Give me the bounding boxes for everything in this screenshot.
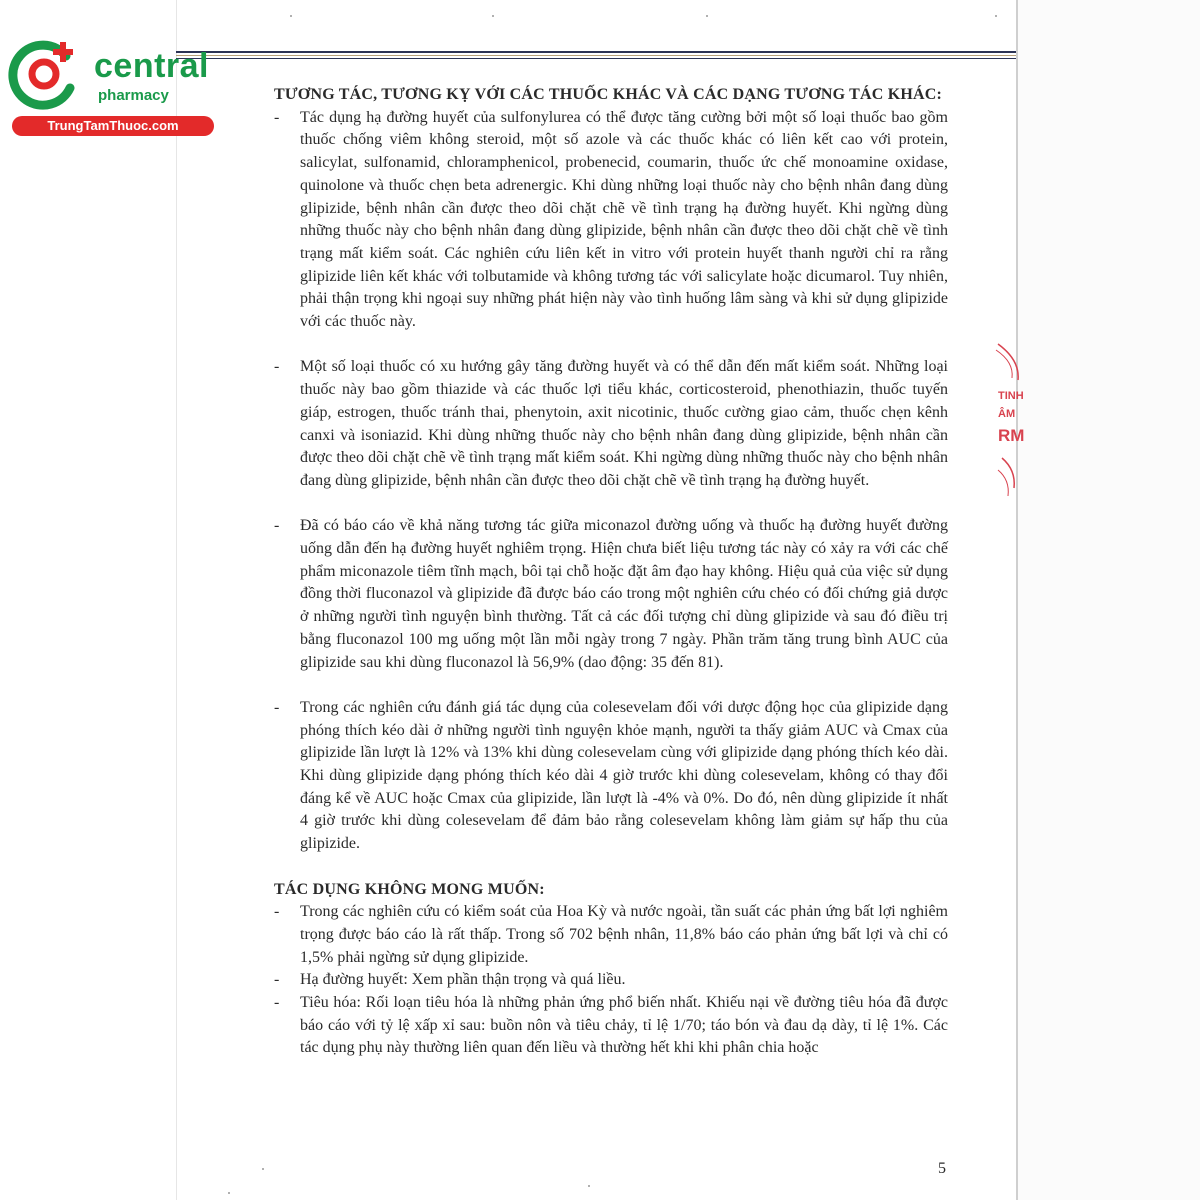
list-dash: - — [274, 358, 280, 376]
paragraph-text: Đã có báo cáo về khả năng tương tác giữa miconazol đường uống và thuốc hạ đường huyết đường uống dẫn đến hạ đường huyết nghiêm trọng. Hiện chưa biết liệu tương tác này có xảy ra với các chế phẩm miconazole tiêm tĩnh mạch, bôi tại chỗ hoặc đặt âm đạo hay không. Hiệu quả của việc sử dụng đồng thời fluconazol và glipizide đã được báo cáo trong một nghiên cứu chéo có đối chứng giả dược ở những người tình nguyện bình thường. Tất cả các đối tượng chỉ dùng glipizide và sau đó điều trị bằng fluconazol 100 mg uống một lần mỗi ngày trong 7 ngày. Phần trăm tăng trung bình AUC của glipizide sau khi dùng fluconazol là 56,9% (dao động: 35 đến 81). — [300, 517, 948, 671]
logo-wordmark: central — [94, 47, 209, 85]
paragraph-text: Tiêu hóa: Rối loạn tiêu hóa là những phản ứng phổ biến nhất. Khiếu nại về đường tiêu hóa đã được báo cáo với tỷ lệ xấp xỉ sau: buồn nôn và tiêu chảy, tỉ lệ 1/70; táo bón và đau dạ dày, tỉ lệ 1%. Các tác dụng phụ này thường liên quan đến liều và thường hết khi khi phân chia hoặc — [300, 994, 948, 1057]
scan-speck — [995, 15, 997, 17]
central-pharmacy-logo — [8, 38, 218, 138]
header-rule — [176, 51, 1016, 53]
scan-speck — [706, 15, 708, 17]
list-item — [274, 107, 948, 334]
scan-speck — [262, 1168, 264, 1170]
section-heading-side-effects: TÁC DỤNG KHÔNG MONG MUỐN: — [274, 880, 545, 898]
list-item — [274, 901, 948, 969]
section-heading-interactions: TƯƠNG TÁC, TƯƠNG KỴ VỚI CÁC THUỐC KHÁC VÀ CÁC DẠNG TƯƠNG TÁC KHÁC: — [274, 86, 943, 103]
list-item — [274, 697, 948, 856]
scan-speck — [290, 15, 292, 17]
list-dash: - — [274, 108, 280, 126]
logo-subtitle: pharmacy — [98, 87, 169, 104]
official-stamp — [990, 340, 1030, 500]
list-dash: - — [274, 994, 280, 1012]
list-item — [274, 992, 948, 1060]
scan-edge-right — [1016, 0, 1018, 1200]
scan-edge-left — [176, 0, 177, 1200]
list-dash: - — [274, 971, 280, 989]
paragraph-text: Hạ đường huyết: Xem phần thận trọng và quá liều. — [300, 971, 626, 989]
header-rule — [176, 55, 1016, 56]
header-rule — [176, 58, 1016, 59]
page-number: 5 — [938, 1160, 946, 1177]
stamp-seal-icon — [990, 340, 1030, 500]
list-dash: - — [274, 517, 280, 535]
scan-speck — [588, 1185, 590, 1187]
pharmacy-cross-icon — [8, 38, 88, 114]
stamp-text: RM — [998, 426, 1025, 445]
list-dash: - — [274, 903, 280, 921]
paragraph-text: Tác dụng hạ đường huyết của sulfonylurea có thể được tăng cường bởi một số loại thuốc bao gồm thuốc chống viêm không steroid, một số azole và các thuốc khác có liên kết cao với protein, salicylat, sulfonamid, chloramphenicol, probenecid, coumarin, thuốc ức chế monoamine oxidase, quinolone và thuốc chẹn beta adrenergic. Khi dùng những loại thuốc này cho bệnh nhân đang dùng glipizide, bệnh nhân cần được theo dõi chặt chẽ về tình trạng hạ đường huyết. Khi ngừng dùng những thuốc này cho bệnh nhân đang dùng glipizide, bệnh nhân cần được theo dõi chặt chẽ về tình trạng mất kiểm soát. Các nghiên cứu liên kết in vitro với protein huyết thanh người chỉ ra rằng glipizide liên kết khác với tolbutamide và không tương tác với salicylate hoặc dicumarol. Tuy nhiên, phải thận trọng khi ngoại suy những phát hiện này vào tình huống lâm sàng và khi sử dụng glipizide với các thuốc này. — [300, 108, 948, 331]
scan-speck — [228, 1192, 230, 1194]
scan-speck — [492, 15, 494, 17]
paragraph-text: Trong các nghiên cứu có kiểm soát của Hoa Kỳ và nước ngoài, tần suất các phản ứng bất lợi nghiêm trọng được báo cáo là rất thấp. Trong số 702 bệnh nhân, 11,8% báo cáo phản ứng bất lợi và chỉ có 1,5% phải ngừng sử dụng glipizide. — [300, 903, 948, 966]
document-body — [274, 84, 948, 1060]
list-item — [274, 356, 948, 492]
stamp-text: ÂM — [998, 408, 1016, 420]
stamp-text: TINH — [998, 390, 1024, 402]
paragraph-text: Trong các nghiên cứu đánh giá tác dụng của colesevelam đối với dược động học của glipizide dạng phóng thích kéo dài ở những người tình nguyện khỏe mạnh, người ta thấy giảm AUC và Cmax của glipizide lần lượt là 12% và 13% khi dùng colesevelam cùng với glipizide dạng phóng thích kéo dài. Khi dùng glipizide dạng phóng thích kéo dài 4 giờ trước khi dùng colesevelam, không có thay đổi đáng kể về AUC hoặc Cmax của glipizide, lần lượt là -4% và 0%. Do đó, nên dùng glipizide ít nhất 4 giờ trước khi dùng colesevelam để đảm bảo rằng colesevelam không làm giảm sự hấp thu của glipizide. — [300, 698, 948, 853]
list-item — [274, 969, 948, 992]
page-margin-right — [1018, 0, 1200, 1200]
logo-url-link[interactable]: TrungTamThuoc.com — [12, 116, 214, 136]
list-item — [274, 515, 948, 674]
paragraph-text: Một số loại thuốc có xu hướng gây tăng đường huyết và có thể dẫn đến mất kiểm soát. Những loại thuốc này bao gồm thiazide và các thuốc lợi tiểu khác, corticosteroid, phenothiazin, thuốc tuyến giáp, estrogen, thuốc tránh thai, phenytoin, axit nicotinic, thuốc cường giao cảm, thuốc chẹn kênh canxi và isoniazid. Khi dùng những thuốc này cho bệnh nhân đang dùng glipizide, bệnh nhân cần được theo dõi chặt chẽ về tình trạng mất kiểm soát. Khi ngừng dùng những thuốc này cho bệnh nhân đang dùng glipizide, bệnh nhân cần được theo dõi chặt chẽ về tình trạng hạ đường huyết. — [300, 358, 948, 489]
list-dash: - — [274, 698, 280, 716]
